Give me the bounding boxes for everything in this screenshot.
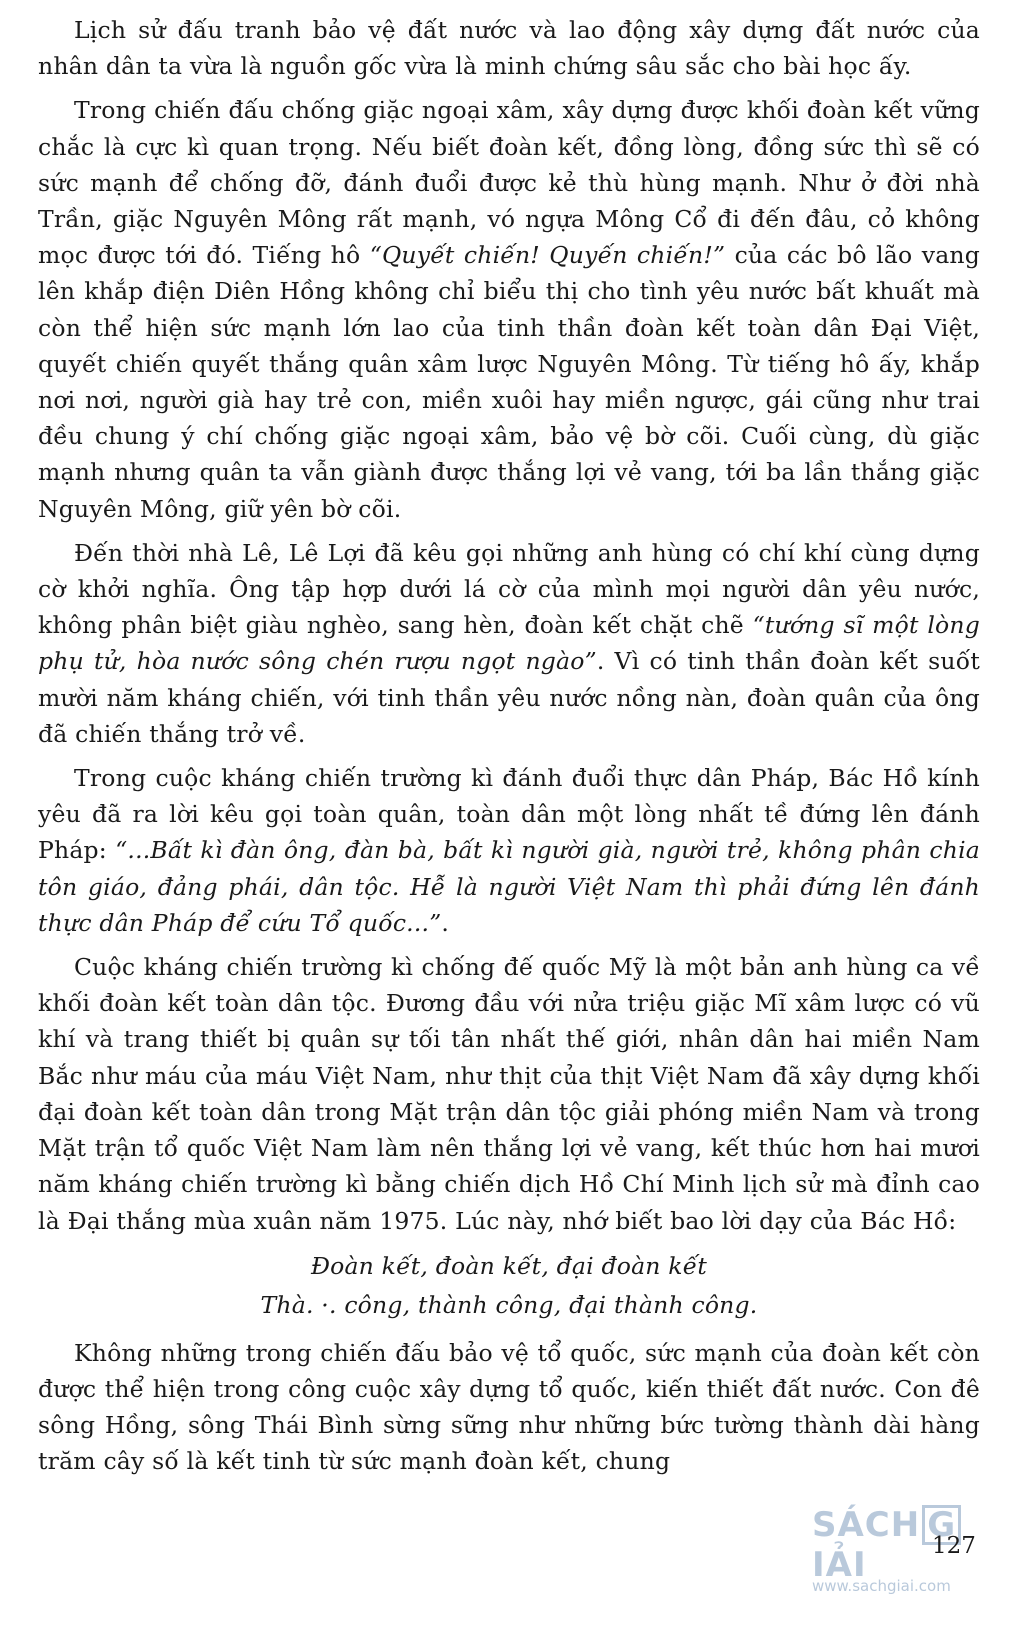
quote-text: “...Bất kì đàn ông, đàn bà, bất kì người già, người trẻ, không phân chia tôn giáo, đảng phái, dân tộc. Hễ là người Việt Nam thì phải đứng lên đánh thực dân Pháp để cứu Tổ quốc...” [38, 836, 980, 937]
paragraph-text: của các bô lão vang lên khắp điện Diên Hồng không chỉ biểu thị cho tình yêu nước bất khuất mà còn thể hiện sức mạnh lớn lao của tinh thần đoàn kết toàn dân Đại Việt, quyết chiến quyết thắng quân xâm lược Nguyên Mông. Từ tiếng hô ấy, khắp nơi nơi, người già hay trẻ con, miền xuôi hay miền ngược, gái cũng như trai đều chung ý chí chống giặc ngoại xâm, bảo vệ bờ cõi. Cuối cùng, dù giặc mạnh nhưng quân ta vẫn giành được thắng lợi vẻ vang, tới ba lần thắng giặc Nguyên Mông, giữ yên bờ cõi. [38, 241, 980, 523]
poem-line-1: Đoàn kết, đoàn kết, đại đoàn kết [310, 1251, 708, 1280]
paragraph-text: Cuộc kháng chiến trường kì chống đế quốc Mỹ là một bản anh hùng ca về khối đoàn kết toàn dân tộc. Đương đầu với nửa triệu giặc Mĩ xâm lược có vũ khí và trang thiết bị quân sự tối tân nhất thế giới, nhân dân hai miền Nam Bắc như máu của máu Việt Nam, như thịt của thịt Việt Nam đã xây dựng khối đại đoàn kết toàn dân trong Mặt trận dân tộc giải phóng miền Nam và trong Mặt trận tổ quốc Việt Nam làm nên thắng lợi vẻ vang, kết thúc hơn hai mươi năm kháng chiến trường kì bằng chiến dịch Hồ Chí Minh lịch sử mà đỉnh cao là Đại thắng mùa xuân năm 1975. Lúc này, nhớ biết bao lời dạy của Bác Hồ: [38, 953, 980, 1235]
page-body [38, 12, 980, 1488]
quote-text: “tướng sĩ một lòng phụ tử, hòa nước sông chén rượu ngọt ngào” [38, 611, 980, 676]
watermark-url: www.sachgiai.com [812, 1577, 951, 1595]
paragraph-text: . [441, 908, 450, 937]
paragraph-text: Không những trong chiến đấu bảo vệ tổ quốc, sức mạnh của đoàn kết còn được thể hiện trong công cuộc xây dựng tổ quốc, kiến thiết đất nước. Con đê sông Hồng, sông Thái Bình sừng sững như những bức tường thành dài hàng trăm cây số là kết tinh từ sức mạnh đoàn kết, chung [38, 1338, 980, 1476]
watermark-logo: SÁCH GIẢI [812, 1505, 1002, 1585]
page-number: 127 [932, 1533, 976, 1559]
paragraph-text: Đến thời nhà Lê, Lê Lợi đã kêu gọi những anh hùng có chí khí cùng dựng cờ khởi nghĩa. Ông tập hợp dưới lá cờ của mình mọi người dân yêu nước, không phân biệt giàu nghèo, sang hèn, đoàn kết chặt chẽ [38, 538, 980, 640]
paragraph-text: Trong chiến đấu chống giặc ngoại xâm, xây dựng được khối đoàn kết vững chắc là cực kì quan trọng. Nếu biết đoàn kết, đồng lòng, đồng sức thì sẽ có sức mạnh để chống đỡ, đánh đuổi được kẻ thù hùng mạnh. Như ở đời nhà Trần, giặc Nguyên Mông rất mạnh, vó ngựa Mông Cổ đi đến đâu, cỏ không mọc được tới đó. Tiếng hô [38, 96, 980, 270]
paragraph-text: Trong cuộc kháng chiến trường kì đánh đuổi thực dân Pháp, Bác Hồ kính yêu đã ra lời kêu gọi toàn quân, toàn dân một lòng nhất tề đứng lên đánh Pháp: [38, 764, 980, 865]
poem-line-2: Thà. ·. công, thành công, đại thành công. [260, 1290, 758, 1319]
poem-quote [38, 1247, 980, 1325]
paragraph-6 [38, 1335, 980, 1480]
paragraph-4 [38, 760, 980, 941]
paragraph-text: . Vì có tinh thần đoàn kết suốt mười năm kháng chiến, với tinh thần yêu nước nồng nàn, đoàn quân của ông đã chiến thắng trở về. [38, 647, 980, 748]
paragraph-3 [38, 535, 980, 752]
paragraph-1 [38, 12, 980, 84]
paragraph-2 [38, 92, 980, 526]
paragraph-text: Lịch sử đấu tranh bảo vệ đất nước và lao động xây dựng đất nước của nhân dân ta vừa là nguồn gốc vừa là minh chứng sâu sắc cho bài học ấy. [38, 16, 980, 81]
quote-text: “Quyết chiến! Quyến chiến!” [369, 241, 726, 270]
paragraph-5 [38, 949, 980, 1239]
